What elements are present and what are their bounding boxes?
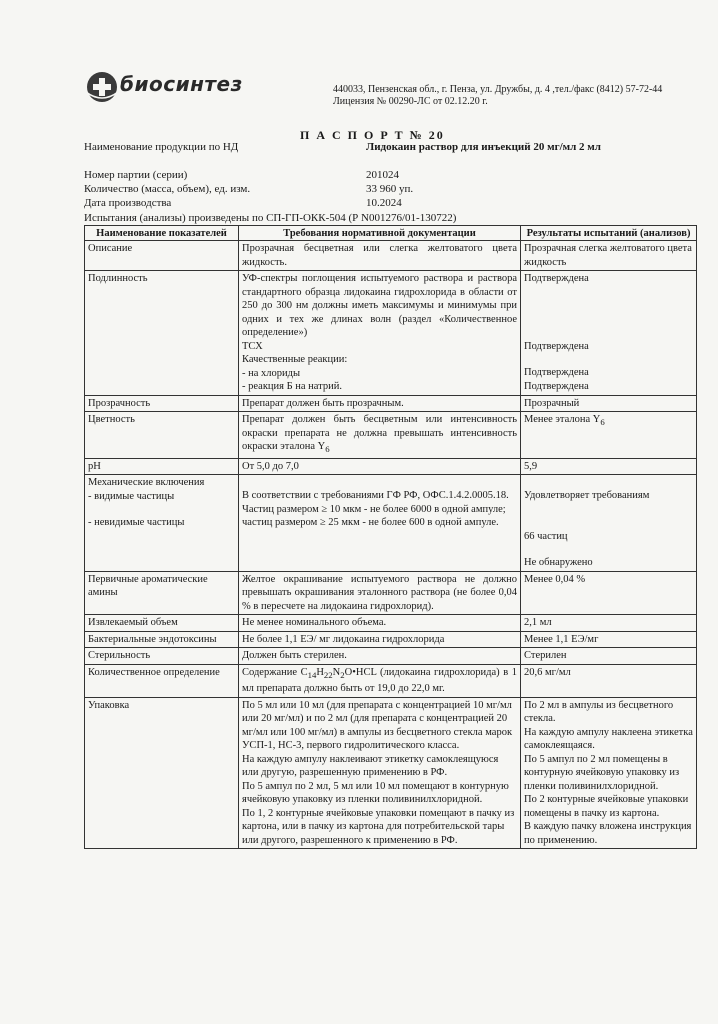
date-label: Дата производства	[84, 197, 172, 209]
color-result-text: Менее эталона Y	[524, 414, 601, 425]
table-row	[85, 395, 697, 412]
row-result: Стерилен	[521, 648, 697, 665]
table-row	[85, 631, 697, 648]
packaging-res-5: В каждую пачку вложена инструкция по применению.	[524, 821, 692, 846]
mech-25um-requirement: частиц размером ≥ 25 мкм - не более 600 в одной ампуле.	[242, 517, 499, 529]
color-requirement-text: Препарат должен быть бесцветным или интенсивность окраски препарата не должна превышать интенсивность окраски эталона Y	[242, 414, 517, 452]
color-result-sub: 6	[600, 417, 605, 428]
row-requirement: Препарат должен быть прозрачным.	[239, 395, 521, 412]
assay-sub-n: 2	[340, 669, 345, 680]
row-name: Первичные ароматические амины	[85, 571, 239, 615]
assay-text-a: Содержание C	[242, 666, 308, 678]
row-result	[521, 412, 697, 459]
mech-invisible-name: - невидимые частицы	[88, 517, 185, 529]
chloride-requirement: - на хлориды	[242, 367, 301, 379]
assay-text-d: O•HCL (лидокаина гидрохлорида) в 1 мл препарата должно быть от 19,0 до 22,0 мг.	[242, 666, 517, 695]
packaging-req-1: По 5 мл или 10 мл (для препарата с концентрацией 10 мг/мл или 20 мг/мл) и по 2 мл (для препарата с концентрацией 20 мг/мл или 100 мг/мл) в ампулы из бесцветного стекла марок УСП-1, НС-3, первого гидролитического класса.	[242, 699, 513, 752]
row-requirement	[239, 412, 521, 459]
table-row	[85, 571, 697, 615]
row-name: Упаковка	[85, 697, 239, 849]
mech-10um-requirement: Частиц размером ≥ 10 мкм - не более 6000 в одной ампуле;	[242, 503, 506, 515]
row-result	[521, 475, 697, 572]
row-requirement	[239, 271, 521, 396]
quantity-value: 33 960 уп.	[366, 183, 414, 195]
row-name	[85, 475, 239, 572]
sodium-requirement: - реакция Б на натрий.	[242, 381, 343, 392]
packaging-res-2: На каждую ампулу наклеена этикетка самоклеящаяся.	[524, 726, 693, 752]
tlc-result: Подтверждена	[524, 340, 589, 352]
header-results: Результаты испытаний (анализов)	[521, 226, 697, 241]
license-line: Лицензия № 00290-ЛС от 02.12.20 г.	[333, 96, 488, 107]
row-name: Подлинность	[85, 271, 239, 396]
row-requirement: Не более 1,1 ЕЭ/ мг лидокаина гидрохлорида	[239, 631, 521, 648]
mech-10um-result: 66 частиц	[524, 530, 568, 542]
assay-sub-c: 14	[307, 669, 317, 680]
row-result: Менее 1,1 ЕЭ/мг	[521, 631, 697, 648]
row-name: Количественное определение	[85, 664, 239, 697]
company-address	[333, 84, 662, 108]
table-row	[85, 412, 697, 459]
tests-reference: Испытания (анализы) произведены по СП-ГП-ОКК-504 (Р N001276/01-130722)	[84, 212, 457, 224]
mech-visible-requirement: В соответствии с требованиями ГФ РФ, ОФС.1.4.2.0005.18.	[242, 490, 509, 502]
row-requirement	[239, 664, 521, 697]
row-name: Описание	[85, 241, 239, 271]
row-result: 20,6 мг/мл	[521, 664, 697, 697]
assay-sub-h: 22	[323, 669, 333, 680]
results-table	[84, 225, 697, 849]
row-requirement	[239, 475, 521, 572]
assay-text-b: H	[316, 666, 324, 678]
tlc-requirement: ТСХ	[242, 340, 263, 352]
row-result: Прозрачная слегка желтоватого цвета жидкость	[521, 241, 697, 271]
product-value: Лидокаин раствор для инъекций 20 мг/мл 2 мл	[366, 141, 601, 153]
row-name: pH	[85, 458, 239, 475]
row-requirement: Не менее номинального объема.	[239, 615, 521, 632]
qualitative-requirement: Качественные реакции:	[242, 354, 348, 365]
row-requirement: Желтое окрашивание испытуемого раствора не должно превышать окрашивания эталонного раствора (не более 0,04 % в пересчете на лидокаина гидрохлорид).	[239, 571, 521, 615]
table-header-row	[85, 226, 697, 241]
table-row	[85, 648, 697, 665]
row-requirement: Прозрачная бесцветная или слегка желтоватого цвета жидкость.	[239, 241, 521, 271]
color-requirement-sub: 6	[325, 444, 330, 455]
row-name: Прозрачность	[85, 395, 239, 412]
packaging-req-2: На каждую ампулу наклеивают этикетку самоклеящуюся или другую, разрешенную применению в РФ.	[242, 753, 499, 779]
address-line: 440033, Пензенская обл., г. Пенза, ул. Дружбы, д. 4 ,тел./факс (8412) 57-72-44	[333, 84, 663, 95]
logo-text: биосинтез	[120, 72, 243, 96]
batch-value: 201024	[366, 169, 399, 181]
assay-text-c: N	[332, 666, 341, 678]
row-result	[521, 697, 697, 849]
packaging-req-4: По 1, 2 контурные ячейковые упаковки помещают в пачку из картона, или в пачку из картона для потребительской тары или другого, разрешенного к применению в РФ.	[242, 807, 515, 846]
packaging-req-3: По 5 ампул по 2 мл, 5 мл или 10 мл помещают в контурную ячейковую упаковку из пленки поливинилхлоридной.	[242, 780, 509, 806]
row-name: Цветность	[85, 412, 239, 459]
header-requirements: Требования нормативной документации	[239, 226, 521, 241]
page-title: П А С П О Р Т № 20	[300, 128, 445, 142]
row-requirement	[239, 697, 521, 849]
row-name: Бактериальные эндотоксины	[85, 631, 239, 648]
table-row	[85, 664, 697, 697]
table-row	[85, 458, 697, 475]
table-row	[85, 475, 697, 572]
table-row	[85, 271, 697, 396]
mech-25um-result: Не обнаружено	[524, 557, 593, 569]
sodium-result: Подтверждена	[524, 380, 589, 392]
packaging-res-4: По 2 контурные ячейковые упаковки помещены в пачку из картона.	[524, 794, 689, 819]
uv-result: Подтверждена	[524, 273, 589, 284]
date-value: 10.2024	[366, 197, 402, 209]
row-result: Прозрачный	[521, 395, 697, 412]
packaging-res-3: По 5 ампул по 2 мл помещены в контурную ячейковую упаковку из пленки поливинилхлоридной.	[524, 753, 680, 792]
row-result: Менее 0,04 %	[521, 571, 697, 615]
row-name: Стерильность	[85, 648, 239, 665]
row-requirement: От 5,0 до 7,0	[239, 458, 521, 475]
batch-label: Номер партии (серии)	[84, 169, 188, 181]
packaging-res-1: По 2 мл в ампулы из бесцветного стекла.	[524, 699, 674, 725]
row-result	[521, 271, 697, 396]
uv-requirement: УФ-спектры поглощения испытуемого раствора и раствора стандартного образца лидокаина гидрохлорида в области от 250 до 300 нм должны иметь максимумы и минимумы при одних и тех же длинах волн (раздел «Количественное определение»)	[242, 273, 517, 338]
product-label: Наименование продукции по НД	[84, 141, 239, 153]
row-result: 5,9	[521, 458, 697, 475]
row-result: 2,1 мл	[521, 615, 697, 632]
mech-visible-name: - видимые частицы	[88, 490, 175, 502]
table-row	[85, 697, 697, 849]
table-row	[85, 241, 697, 271]
row-name: Извлекаемый объем	[85, 615, 239, 632]
mech-name: Механические включения	[88, 477, 205, 489]
mech-visible-result: Удовлетворяет требованиям	[524, 490, 650, 502]
chloride-result: Подтверждена	[524, 367, 589, 378]
table-row	[85, 615, 697, 632]
header-indicator: Наименование показателей	[85, 226, 239, 241]
row-requirement: Должен быть стерилен.	[239, 648, 521, 665]
quantity-label: Количество (масса, объем), ед. изм.	[84, 183, 251, 195]
